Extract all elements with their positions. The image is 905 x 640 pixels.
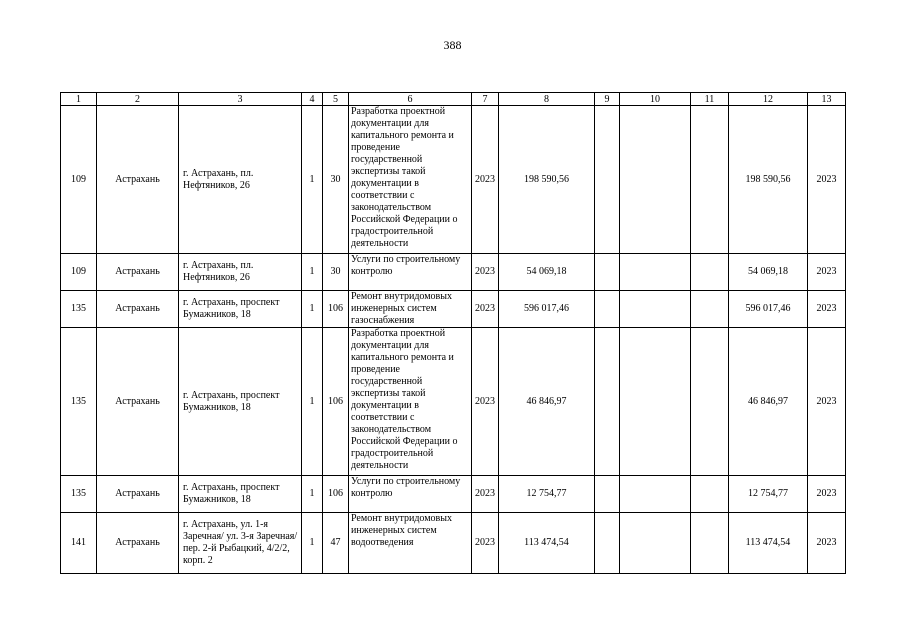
column-10-cell <box>620 106 691 254</box>
column-10-cell <box>620 513 691 574</box>
column-header: 5 <box>323 93 349 106</box>
row-number: 109 <box>61 254 97 291</box>
row-number: 109 <box>61 106 97 254</box>
column-header: 10 <box>620 93 691 106</box>
column-5-cell: 106 <box>323 476 349 513</box>
column-5-cell: 30 <box>323 106 349 254</box>
completion-year-cell: 2023 <box>808 476 846 513</box>
year-cell: 2023 <box>472 476 499 513</box>
city-cell: Астрахань <box>97 106 179 254</box>
column-4-cell: 1 <box>302 328 323 476</box>
work-type-cell: Ремонт внутридомовых инженерных систем газоснабжения <box>349 291 472 328</box>
year-cell: 2023 <box>472 106 499 254</box>
year-cell: 2023 <box>472 291 499 328</box>
cost-cell: 198 590,56 <box>499 106 595 254</box>
cost-cell: 113 474,54 <box>499 513 595 574</box>
column-4-cell: 1 <box>302 513 323 574</box>
column-header: 4 <box>302 93 323 106</box>
amount-cell: 12 754,77 <box>729 476 808 513</box>
table-row <box>61 328 846 476</box>
row-number: 135 <box>61 328 97 476</box>
column-header: 1 <box>61 93 97 106</box>
column-5-cell: 106 <box>323 291 349 328</box>
city-cell: Астрахань <box>97 254 179 291</box>
column-11-cell <box>691 291 729 328</box>
column-number-row <box>61 93 846 106</box>
column-4-cell: 1 <box>302 254 323 291</box>
column-5-cell: 106 <box>323 328 349 476</box>
column-9-cell <box>595 328 620 476</box>
column-10-cell <box>620 328 691 476</box>
row-number: 141 <box>61 513 97 574</box>
column-5-cell: 30 <box>323 254 349 291</box>
year-cell: 2023 <box>472 328 499 476</box>
column-9-cell <box>595 513 620 574</box>
work-type-cell: Разработка проектной документации для капитального ремонта и проведение государственной экспертизы такой документации в соответствии с законодательством Российской Федерации о градостроительной деятельности <box>349 106 472 254</box>
table-row <box>61 291 846 328</box>
city-cell: Астрахань <box>97 513 179 574</box>
column-9-cell <box>595 106 620 254</box>
column-header: 2 <box>97 93 179 106</box>
completion-year-cell: 2023 <box>808 254 846 291</box>
table-row <box>61 106 846 254</box>
city-cell: Астрахань <box>97 328 179 476</box>
cost-cell: 12 754,77 <box>499 476 595 513</box>
column-5-cell: 47 <box>323 513 349 574</box>
column-11-cell <box>691 513 729 574</box>
completion-year-cell: 2023 <box>808 106 846 254</box>
column-4-cell: 1 <box>302 291 323 328</box>
column-9-cell <box>595 476 620 513</box>
cost-cell: 596 017,46 <box>499 291 595 328</box>
amount-cell: 46 846,97 <box>729 328 808 476</box>
column-header: 9 <box>595 93 620 106</box>
column-header: 13 <box>808 93 846 106</box>
cost-cell: 46 846,97 <box>499 328 595 476</box>
column-4-cell: 1 <box>302 106 323 254</box>
address-cell: г. Астрахань, проспект Бумажников, 18 <box>179 291 302 328</box>
cost-cell: 54 069,18 <box>499 254 595 291</box>
address-cell: г. Астрахань, пл. Нефтяников, 26 <box>179 106 302 254</box>
column-header: 12 <box>729 93 808 106</box>
address-cell: г. Астрахань, проспект Бумажников, 18 <box>179 476 302 513</box>
row-number: 135 <box>61 476 97 513</box>
address-cell: г. Астрахань, проспект Бумажников, 18 <box>179 328 302 476</box>
row-number: 135 <box>61 291 97 328</box>
city-cell: Астрахань <box>97 476 179 513</box>
amount-cell: 198 590,56 <box>729 106 808 254</box>
capital-repair-table <box>60 92 846 574</box>
year-cell: 2023 <box>472 513 499 574</box>
column-header: 3 <box>179 93 302 106</box>
column-9-cell <box>595 254 620 291</box>
work-type-cell: Услуги по строительному контролю <box>349 254 472 291</box>
completion-year-cell: 2023 <box>808 328 846 476</box>
city-cell: Астрахань <box>97 291 179 328</box>
completion-year-cell: 2023 <box>808 513 846 574</box>
column-header: 6 <box>349 93 472 106</box>
amount-cell: 54 069,18 <box>729 254 808 291</box>
column-11-cell <box>691 476 729 513</box>
work-type-cell: Ремонт внутридомовых инженерных систем водоотведения <box>349 513 472 574</box>
column-11-cell <box>691 106 729 254</box>
address-cell: г. Астрахань, пл. Нефтяников, 26 <box>179 254 302 291</box>
table-row <box>61 254 846 291</box>
column-header: 7 <box>472 93 499 106</box>
column-10-cell <box>620 254 691 291</box>
work-type-cell: Разработка проектной документации для капитального ремонта и проведение государственной экспертизы такой документации в соответствии с законодательством Российской Федерации о градостроительной деятельности <box>349 328 472 476</box>
table-row <box>61 513 846 574</box>
column-4-cell: 1 <box>302 476 323 513</box>
completion-year-cell: 2023 <box>808 291 846 328</box>
amount-cell: 596 017,46 <box>729 291 808 328</box>
column-header: 11 <box>691 93 729 106</box>
column-9-cell <box>595 291 620 328</box>
amount-cell: 113 474,54 <box>729 513 808 574</box>
column-header: 8 <box>499 93 595 106</box>
year-cell: 2023 <box>472 254 499 291</box>
page-number: 388 <box>443 38 462 52</box>
work-type-cell: Услуги по строительному контролю <box>349 476 472 513</box>
column-11-cell <box>691 328 729 476</box>
column-11-cell <box>691 254 729 291</box>
column-10-cell <box>620 291 691 328</box>
table-row <box>61 476 846 513</box>
column-10-cell <box>620 476 691 513</box>
address-cell: г. Астрахань, ул. 1-я Заречная/ ул. 3-я Заречная/ пер. 2-й Рыбацкий, 4/2/2, корп. 2 <box>179 513 302 574</box>
